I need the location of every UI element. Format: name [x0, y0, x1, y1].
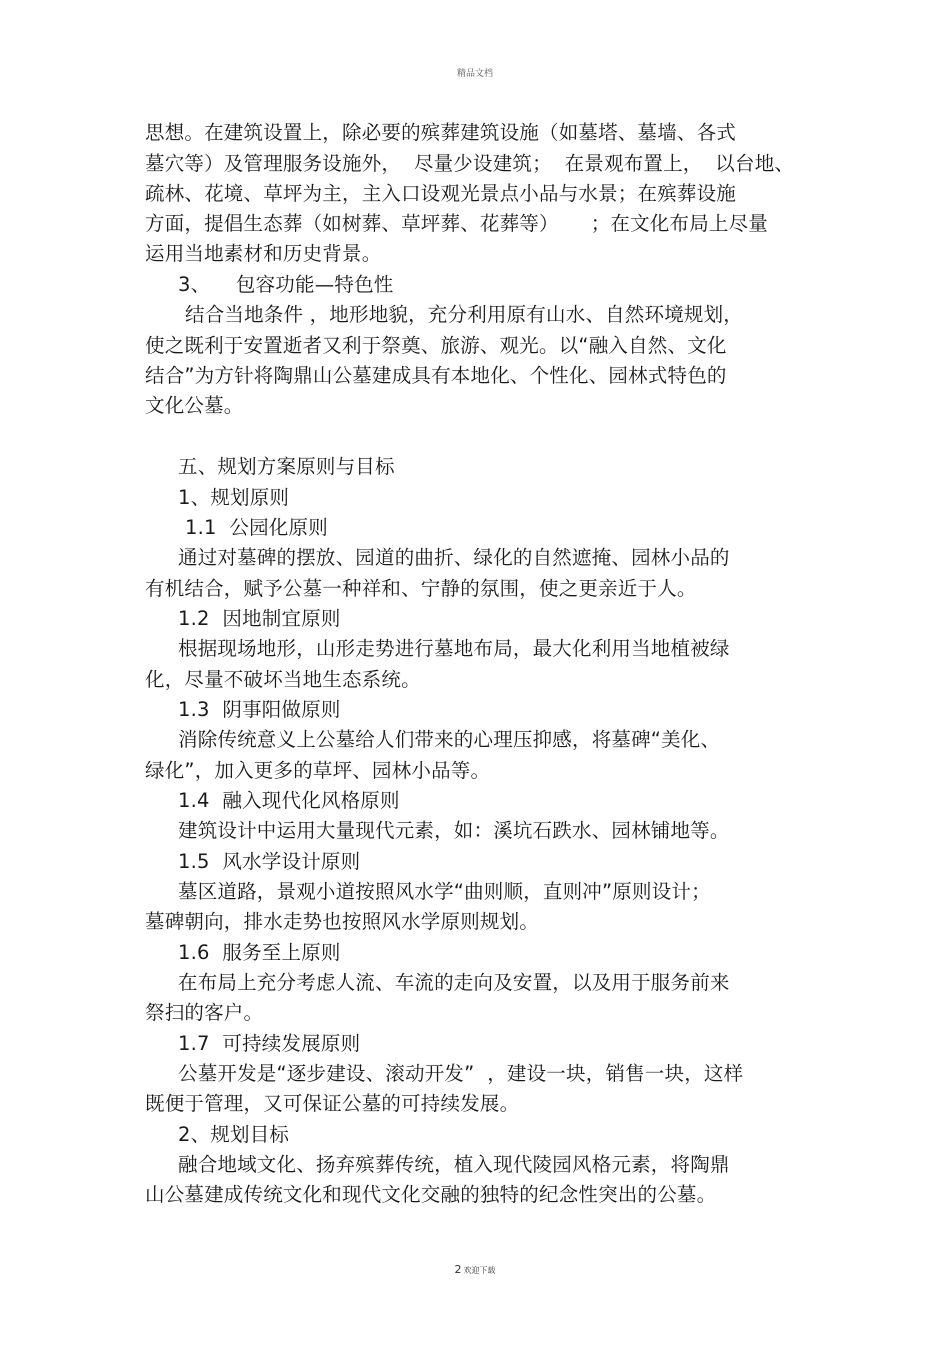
text-line: 山公墓建成传统文化和现代文化交融的独特的纪念性突出的公墓。	[145, 1183, 717, 1206]
subsection-heading: 1.6 服务至上原则	[178, 941, 341, 964]
page-header: 精品文档	[456, 69, 493, 79]
text-line: 疏林、花境、草坪为主，主入口设观光景点小品与水景；在殡葬设施	[145, 182, 737, 205]
section-heading: 1、规划原则	[178, 486, 290, 509]
section-heading: 3、 包容功能—特色性	[178, 273, 394, 296]
text-line: 根据现场地形，山形走势进行墓地布局，最大化利用当地植被绿	[178, 637, 730, 660]
chapter-heading: 五、规划方案原则与目标	[178, 455, 395, 478]
text-line: 方面，提倡生态葬（如树葬、草坪葬、花葬等） ；在文化布局上尽量	[145, 212, 768, 235]
text-line: 建筑设计中运用大量现代元素，如：溪坑石跌水、园林铺地等。	[178, 819, 730, 842]
page-number: 2	[454, 1263, 462, 1276]
text-line: 既便于管理，又可保证公墓的可持续发展。	[145, 1092, 520, 1115]
text-line: 有机结合，赋予公墓一种祥和、宁静的氛围，使之更亲近于人。	[145, 577, 697, 600]
subsection-heading: 1.7 可持续发展原则	[178, 1032, 361, 1055]
text-line: 绿化”，加入更多的草坪、园林小品等。	[145, 759, 491, 782]
subsection-heading: 1.1 公园化原则	[185, 516, 328, 539]
text-line: 使之既利于安置逝者又利于祭奠、旅游、观光。以“融入自然、文化	[145, 334, 727, 357]
text-line: 融合地域文化、扬弃殡葬传统，植入现代陵园风格元素，将陶鼎	[178, 1153, 730, 1176]
text-line: 文化公墓。	[145, 394, 244, 417]
text-line: 结合”为方针将陶鼎山公墓建成具有本地化、个性化、园林式特色的	[145, 364, 727, 387]
text-line: 通过对墓碑的摆放、园道的曲折、绿化的自然遮掩、园林小品的	[178, 546, 730, 569]
text-line: 墓碑朝向，排水走势也按照风水学原则规划。	[145, 910, 540, 933]
text-line: 化，尽量不破坏当地生态系统。	[145, 668, 421, 691]
text-line: 祭扫的客户。	[145, 1001, 264, 1024]
text-line: 墓穴等）及管理服务设施外， 尽量少设建筑； 在景观布置上， 以台地、	[145, 152, 795, 175]
text-line: 结合当地条件 ，地形地貌，充分利用原有山水、自然环境规划，	[185, 303, 743, 326]
text-line: 思想。在建筑设置上，除必要的殡葬建筑设施（如墓塔、墓墙、各式	[145, 121, 737, 144]
text-line: 运用当地素材和历史背景。	[145, 242, 382, 265]
subsection-heading: 1.3 阴事阳做原则	[178, 698, 341, 721]
subsection-heading: 1.5 风水学设计原则	[178, 850, 361, 873]
text-line: 墓区道路，景观小道按照风水学“曲则顺，直则冲”原则设计；	[178, 880, 711, 903]
subsection-heading: 1.2 因地制宜原则	[178, 607, 341, 630]
text-line: 消除传统意义上公墓给人们带来的心理压抑感，将墓碑“美化、	[178, 728, 721, 751]
text-line: 在布局上充分考虑人流、车流的走向及安置，以及用于服务前来	[178, 971, 730, 994]
page-footer	[0, 1258, 950, 1277]
section-heading: 2、规划目标	[178, 1123, 290, 1146]
footer-text: 欢迎下载	[463, 1266, 496, 1275]
text-line: 公墓开发是“逐步建设、滚动开发” ，建设一块，销售一块，这样	[178, 1062, 744, 1085]
subsection-heading: 1.4 融入现代化风格原则	[178, 789, 400, 812]
